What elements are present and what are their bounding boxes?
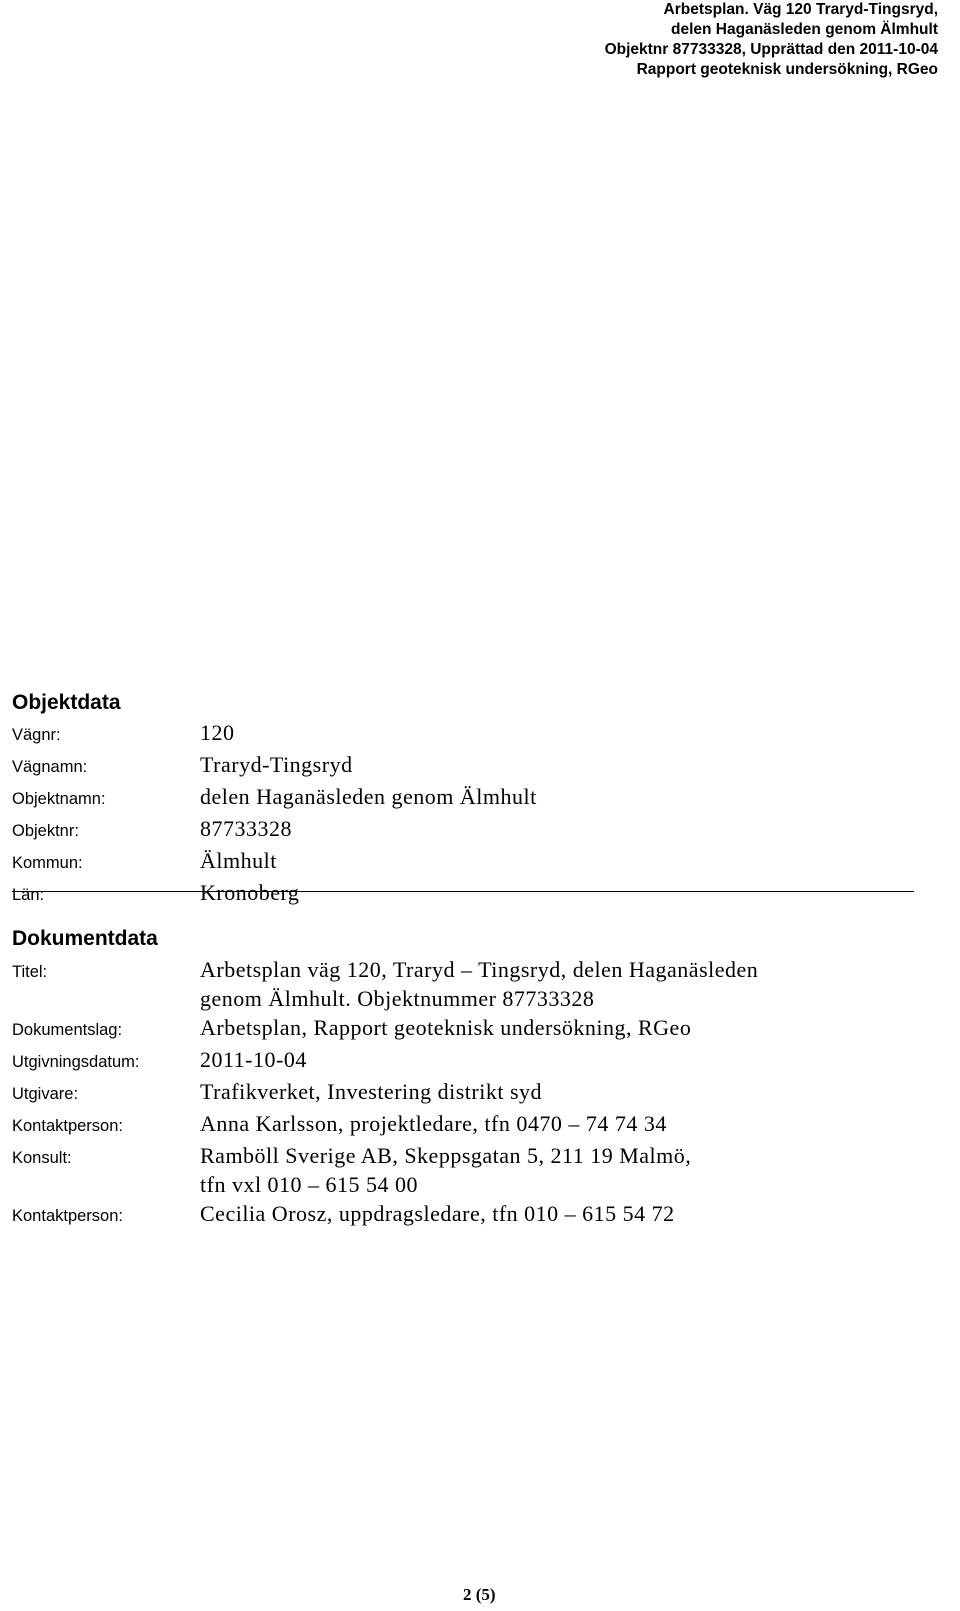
section-divider xyxy=(12,891,914,892)
field-label: Vägnamn: xyxy=(12,758,88,776)
field-label: Kontaktperson: xyxy=(12,1117,123,1135)
dokumentdata-row-kontaktperson xyxy=(12,1109,948,1141)
objektdata-row-vagnr xyxy=(12,718,948,750)
field-value: Cecilia Orosz, uppdragsledare, tfn 010 – 615 54 72 xyxy=(200,1201,675,1226)
objektdata-row-lan xyxy=(12,878,948,910)
field-label: Dokumentslag: xyxy=(12,1021,123,1039)
field-value: 2011-10-04 xyxy=(200,1047,307,1072)
field-label: Kommun: xyxy=(12,854,83,872)
field-value: Arbetsplan, Rapport geoteknisk undersökning, RGeo xyxy=(200,1015,692,1040)
field-value: Anna Karlsson, projektledare, tfn 0470 – 74 74 34 xyxy=(200,1111,667,1136)
field-value: Traryd-Tingsryd xyxy=(200,752,353,777)
dokumentdata-row-utgivningsdatum xyxy=(12,1045,948,1077)
dokumentdata-table xyxy=(12,955,948,1231)
field-value: Älmhult xyxy=(200,848,277,873)
field-value: Arbetsplan väg 120, Traryd – Tingsryd, delen Haganäsleden genom Älmhult. Objektnummer 87733328 xyxy=(200,957,759,1011)
field-label: Konsult: xyxy=(12,1149,72,1167)
dokumentdata-row-titel xyxy=(12,955,948,1013)
field-label: Objektnamn: xyxy=(12,790,106,808)
header-line-2: delen Haganäsleden genom Älmhult xyxy=(671,21,938,38)
objektdata-row-kommun xyxy=(12,846,948,878)
page-header xyxy=(605,0,938,80)
field-label: Titel: xyxy=(12,963,48,981)
field-label: Utgivningsdatum: xyxy=(12,1053,140,1071)
field-value: 87733328 xyxy=(200,816,292,841)
page-number: 2 (5) xyxy=(463,1585,496,1604)
objektdata-table xyxy=(12,718,948,910)
field-value: Trafikverket, Investering distrikt syd xyxy=(200,1079,543,1104)
objektdata-row-vagnamn xyxy=(12,750,948,782)
dokumentdata-row-dokumentslag xyxy=(12,1013,948,1045)
header-line-3: Objektnr 87733328, Upprättad den 2011-10-04 xyxy=(604,41,938,58)
field-value: Ramböll Sverige AB, Skeppsgatan 5, 211 19 Malmö, tfn vxl 010 – 615 54 00 xyxy=(200,1143,692,1197)
field-label: Vägnr: xyxy=(12,726,61,744)
dokumentdata-heading: Dokumentdata xyxy=(12,927,158,950)
dokumentdata-row-utgivare xyxy=(12,1077,948,1109)
field-label: Objektnr: xyxy=(12,822,79,840)
header-line-1: Arbetsplan. Väg 120 Traryd-Tingsryd, xyxy=(663,1,938,18)
header-line-4: Rapport geoteknisk undersökning, RGeo xyxy=(636,61,938,78)
field-value: Kronoberg xyxy=(200,880,300,905)
field-value: 120 xyxy=(200,720,235,745)
dokumentdata-row-konsult xyxy=(12,1141,948,1199)
dokumentdata-row-kontaktperson-konsult xyxy=(12,1199,948,1231)
field-label: Utgivare: xyxy=(12,1085,79,1103)
objektdata-heading: Objektdata xyxy=(12,691,121,714)
objektdata-row-objektnr xyxy=(12,814,948,846)
field-value: delen Haganäsleden genom Älmhult xyxy=(200,784,537,809)
field-label: Län: xyxy=(12,886,45,904)
objektdata-row-objektnamn xyxy=(12,782,948,814)
field-label: Kontaktperson: xyxy=(12,1207,123,1225)
